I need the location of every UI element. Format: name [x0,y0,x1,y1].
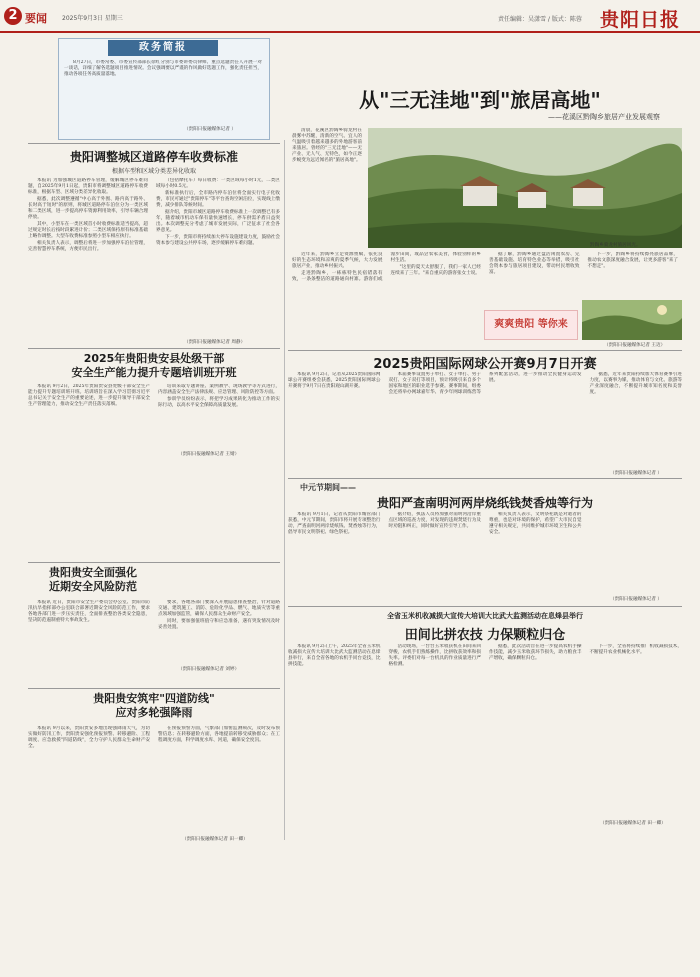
paragraph: 同时，要加强值班值守和应急准备，遇有突发情况及时妥善处置。 [158,619,280,630]
divider [288,350,682,351]
promo-photo [582,300,682,340]
midautumn-source: （贵阳日报融媒体记者 ） [610,597,662,602]
editors-line: 责任编辑：吴潇雪 / 版式：陈蓉 [498,16,582,23]
promo-banner [484,310,578,340]
security-headline: 贵阳贵安全面强化 近期安全风险防范 [49,566,137,593]
newspaper-logo: 贵阳日报 [600,9,681,31]
paragraph: 培训采取专题讲座、案例教学、现场教学等方式进行，内容涵盖安全生产法律法规、应急管理、风险防控等方面。 [158,384,280,395]
paragraph: 据了解，黔陶乡通过盘活闲置农房、完善基础设施、培育特色业态等举措，吸引社会资本参与旅居项目建设，带动村民增收致富。 [489,252,580,275]
village-landscape-image [368,128,682,248]
parking-col-2 [156,178,280,338]
paragraph: 本报讯 近日，贵阳市安全生产委员会办公室、贵阳市防汛抗旱指挥部办公室联合部署近期安全风险防范工作，要求各地各部门进一步压实责任，全面排查整治各类安全隐患，坚决防范遏制重特大事故发生。 [28,600,150,623]
section-title: 要闻 [25,12,47,25]
paragraph: 本报讯 9月2日，2025年贵阳贵安县处级干部安全生产能力提升专题培训班开班。培训班旨在深入学习贯彻习近平总书记关于安全生产的重要论述，进一步提升领导干部安全生产管理能力，推动安全生产责任落实落细。 [28,384,150,407]
parking-subhead: 根据车型和区域分类差异化收取 [111,168,196,175]
paragraph: 本届赛事设置男子单打、女子单打、男子双打、女子双打等项目，预计将吸引来自多个国家和地区的职业选手参赛。赛事期间，组委会还将举办网球嘉年华、青少年网球训练营等系列配套活动，进一步推动全民健身运动发展。 [388,372,582,395]
tennis-body [288,372,682,468]
page-number-badge: 2 [4,7,22,25]
masthead-rule [0,31,700,33]
paragraph: 在预报预警方面，气象部门加密监测频次，及时发布预警信息；在转移避险方面，各地提前转移受威胁群众；在工程调度方面，科学调度水库、河道，确保安全度汛。 [158,726,280,743]
paragraph: 本报讯 9月1日，记者从贵阳市城管部门获悉，中元节期间，贵阳市将开展专项整治行动，严查南明河两岸烧纸钱、焚香烛等行为，倡导市民文明祭祀、绿色祭祀。 [288,512,381,535]
paragraph: 本报讯 为加强城区道路停车管理，缓解城区停车难问题，自2025年9月1日起，贵阳市将调整城区道路停车收费标准，根据车型、区域分类差异化收取。 [28,178,148,195]
feature-source: （贵阳日报融媒体记者 王迈） [604,343,666,348]
promo-text: 爽爽贵阳 等你来 [494,319,568,330]
paragraph: "这里的夏天太舒服了，我们一家人已经连续来了三年。"来自重庆的游客张女士说。 [390,265,481,276]
paragraph: 近年来，黔陶乡立足资源禀赋，依托良好的生态环境和凉爽的夏季气候，大力发展旅居产业，推动乡村振兴。 [292,252,383,269]
brief-paragraph: 8月27日，市委常委、市委宣传部部长徐红分别与市委讲委员律师、重点选题责任人开展一对一谈话，详细了解各选题项目推进情况。会议强调要以严谨的作风做好选题工作，强化责任担当，推动各项任务高质量落地。 [64,60,262,77]
midautumn-body [288,512,682,602]
parking-source: （贵阳日报融媒体记者 周静） [184,340,246,345]
divider [28,562,280,563]
paragraph: （包括摩托车）每日收费：一类区域每小时1元，二类区域每小时0.5元。 [156,178,280,189]
paragraph: 下一步，黔陶乡将持续擦亮旅居品牌，推动农文旅深度融合发展，让更多游客"来了不想走"。 [587,252,678,269]
divider [288,606,682,607]
date-line: 2025年9月3日 星期三 [62,15,123,22]
divider [288,478,682,479]
tennis-headline: 2025贵阳国际网球公开赛9月7日开赛 [373,357,597,372]
paragraph: 要求，各地各部门要深入开展隐患排查整治，针对道路交通、建筑施工、消防、危险化学品、燃气、地质灾害等重点领域加强监管，确保人民群众生命财产安全。 [158,600,280,617]
divider [28,348,280,349]
paragraph: 清晨，花溪区黔陶乡骑龙村在晨雾中苏醒，清新的空气、宜人的气温吸引着越来越多的外地游客前来旅居。曾经的"三无洼地"——无产业、无人气、无特色，如今正逐步蜕变为远近闻名的"旅居高地"。 [292,128,362,163]
paragraph: 据介绍，执法人员将加强对南明河沿岸重点区域的巡查力度，对发现的违规焚烧行为及时劝阻和纠正，同时做好宣传引导工作。 [388,512,481,529]
agri-source: （贵阳日报融媒体记者 田一卿） [600,821,666,826]
parking-headline: 贵阳调整城区道路停车收费标准 [69,150,238,164]
paragraph: 下一步，贵阳市将持续加大停车设施建设力度，鼓励社会资本参与建设公共停车场，逐步缓解停车难问题。 [156,235,280,246]
feature-body [292,128,362,238]
flood-source: （贵阳日报融媒体记者 田一卿） [182,837,248,842]
paragraph: 其中，小型车在一类区域首小时收费标准适当提高，超过规定时长后按时段累进计价；二类区域保持原有标准基础上略作调整。大型车收费标准参照小型车相应执行。 [28,222,148,239]
agri-kicker: 全省玉米机收减损大宣传大培训大比武大监测活动在息烽县举行 [387,612,583,620]
paragraph: 本报讯 9月2日，记者从2025贵阳国际网球公开赛组委会获悉，2025贵阳国际网球公开赛将于9月7日在贵阳观山湖开赛。 [288,372,381,389]
brief-source: （贵阳日报融媒体记者 ） [184,127,236,132]
paragraph: 走进黔陶乡，一栋栋特色民宿错落有致，一条条整洁的道路通向村寨。游客们或漫步田间，或品尝农家美食，体验别样的乡村生活。 [292,252,481,282]
paragraph: 据悉，近年来贵阳持续加大体育赛事引进力度，以赛事为媒，推动体育与文化、旅游等产业深度融合，不断提升城市知名度和美誉度。 [589,372,682,395]
agri-headline: 田间比拼农技 力保颗粒归仓 [404,628,566,643]
brief-text [64,60,262,120]
scenery-image [582,300,682,340]
paragraph: 相关负责人表示，文明祭祀既是对逝者的尊重，也是对环境的保护，希望广大市民自觉遵守相关规定，共同维护城市环境卫生和公共安全。 [489,512,582,535]
feature-photo [368,128,682,248]
paragraph: 活动现场，一台台玉米收获机在田间来回穿梭，农机手们熟练操作，比拼收获效率和损失率。评委们对每一台机具的作业质量进行严格检测。 [388,644,481,667]
paragraph: 下一步，全省将持续推广机收减损技术，不断提升农业机械化水平。 [589,644,682,655]
tennis-source: （贵阳日报融媒体记者 ） [610,471,662,476]
paragraph: 相关负责人表示，调整后将进一步加强停车泊位管理，完善智慧停车系统，方便市民出行。 [28,241,148,252]
flood-headline: 贵阳贵安筑牢"四道防线" 应对多轮强降雨 [93,692,215,719]
training-source: （贵阳日报融媒体记者 王婧） [178,452,240,457]
agri-body [288,644,682,814]
paragraph: 本报讯 9月以来，贵阳贵安多地出现强降雨天气，为切实做好防汛工作，贵阳贵安强化预报预警、转移避险、工程调度、应急救援"四道防线"，全力守护人民群众生命财产安全。 [28,726,150,749]
security-source: （贵阳日报融媒体记者 刘婷） [178,667,240,672]
feature-headline: 从"三无洼地"到"旅居高地" [359,88,601,112]
training-headline: 2025年贵阳贵安县处级干部 安全生产能力提升专题培训班开班 [71,352,237,379]
column-divider [284,140,285,840]
parking-col-1 [28,178,148,338]
flood-body [28,726,280,830]
paragraph: 本报讯 9月2日上午，2025年全省玉米机收减损大宣传大培训大比武大监测活动在息烽县举行，来自全省各地的农机手同台竞技，比拼技能。 [288,644,381,667]
divider [28,688,280,689]
midautumn-kicker: 中元节期间—— [300,483,356,492]
midautumn-headline: 贵阳严查南明河两岸烧纸钱焚香烛等行为 [376,496,593,510]
feature-photo-caption: 黔陶乡骑龙村旅居风光。 [590,243,641,248]
paragraph: 据介绍，贵阳市城区道路停车收费标准上一次调整已有多年，随着城市机动车保有量快速增长，停车供需矛盾日益突出。本次调整充分考虑了城市发展实际，广泛征求了社会各界意见。 [156,210,280,233]
security-body [28,600,280,666]
brief-box-title: 政务简报 [108,40,218,56]
paragraph: 据悉，此次活动旨在进一步提高农机手操作技能，减少玉米收获环节损失，助力粮食丰产增收，确保颗粒归仓。 [489,644,582,661]
paragraph: 据悉，此次调整遵循"中心高于外围、路内高于路外、长时高于短时"的原则，将城区道路停车泊位分为一类区域和二类区域，进一步提高停车资源利用效率，引导车辆合理停放。 [28,197,148,220]
paragraph: 新标准执行后，全市路内停车泊位将全面实行电子化收费，市民可通过"贵阳停车"等平台查询空闲泊位，实现线上缴费，减少排队等候时间。 [156,191,280,208]
divider [28,143,280,144]
paragraph: 参训学员纷纷表示，将把学习成果转化为推动工作的实际行动，以高水平安全保障高质量发展。 [158,397,280,408]
training-body [28,384,280,450]
feature-subhead: ——花溪区黔陶乡旅居产业发展观察 [548,113,660,121]
